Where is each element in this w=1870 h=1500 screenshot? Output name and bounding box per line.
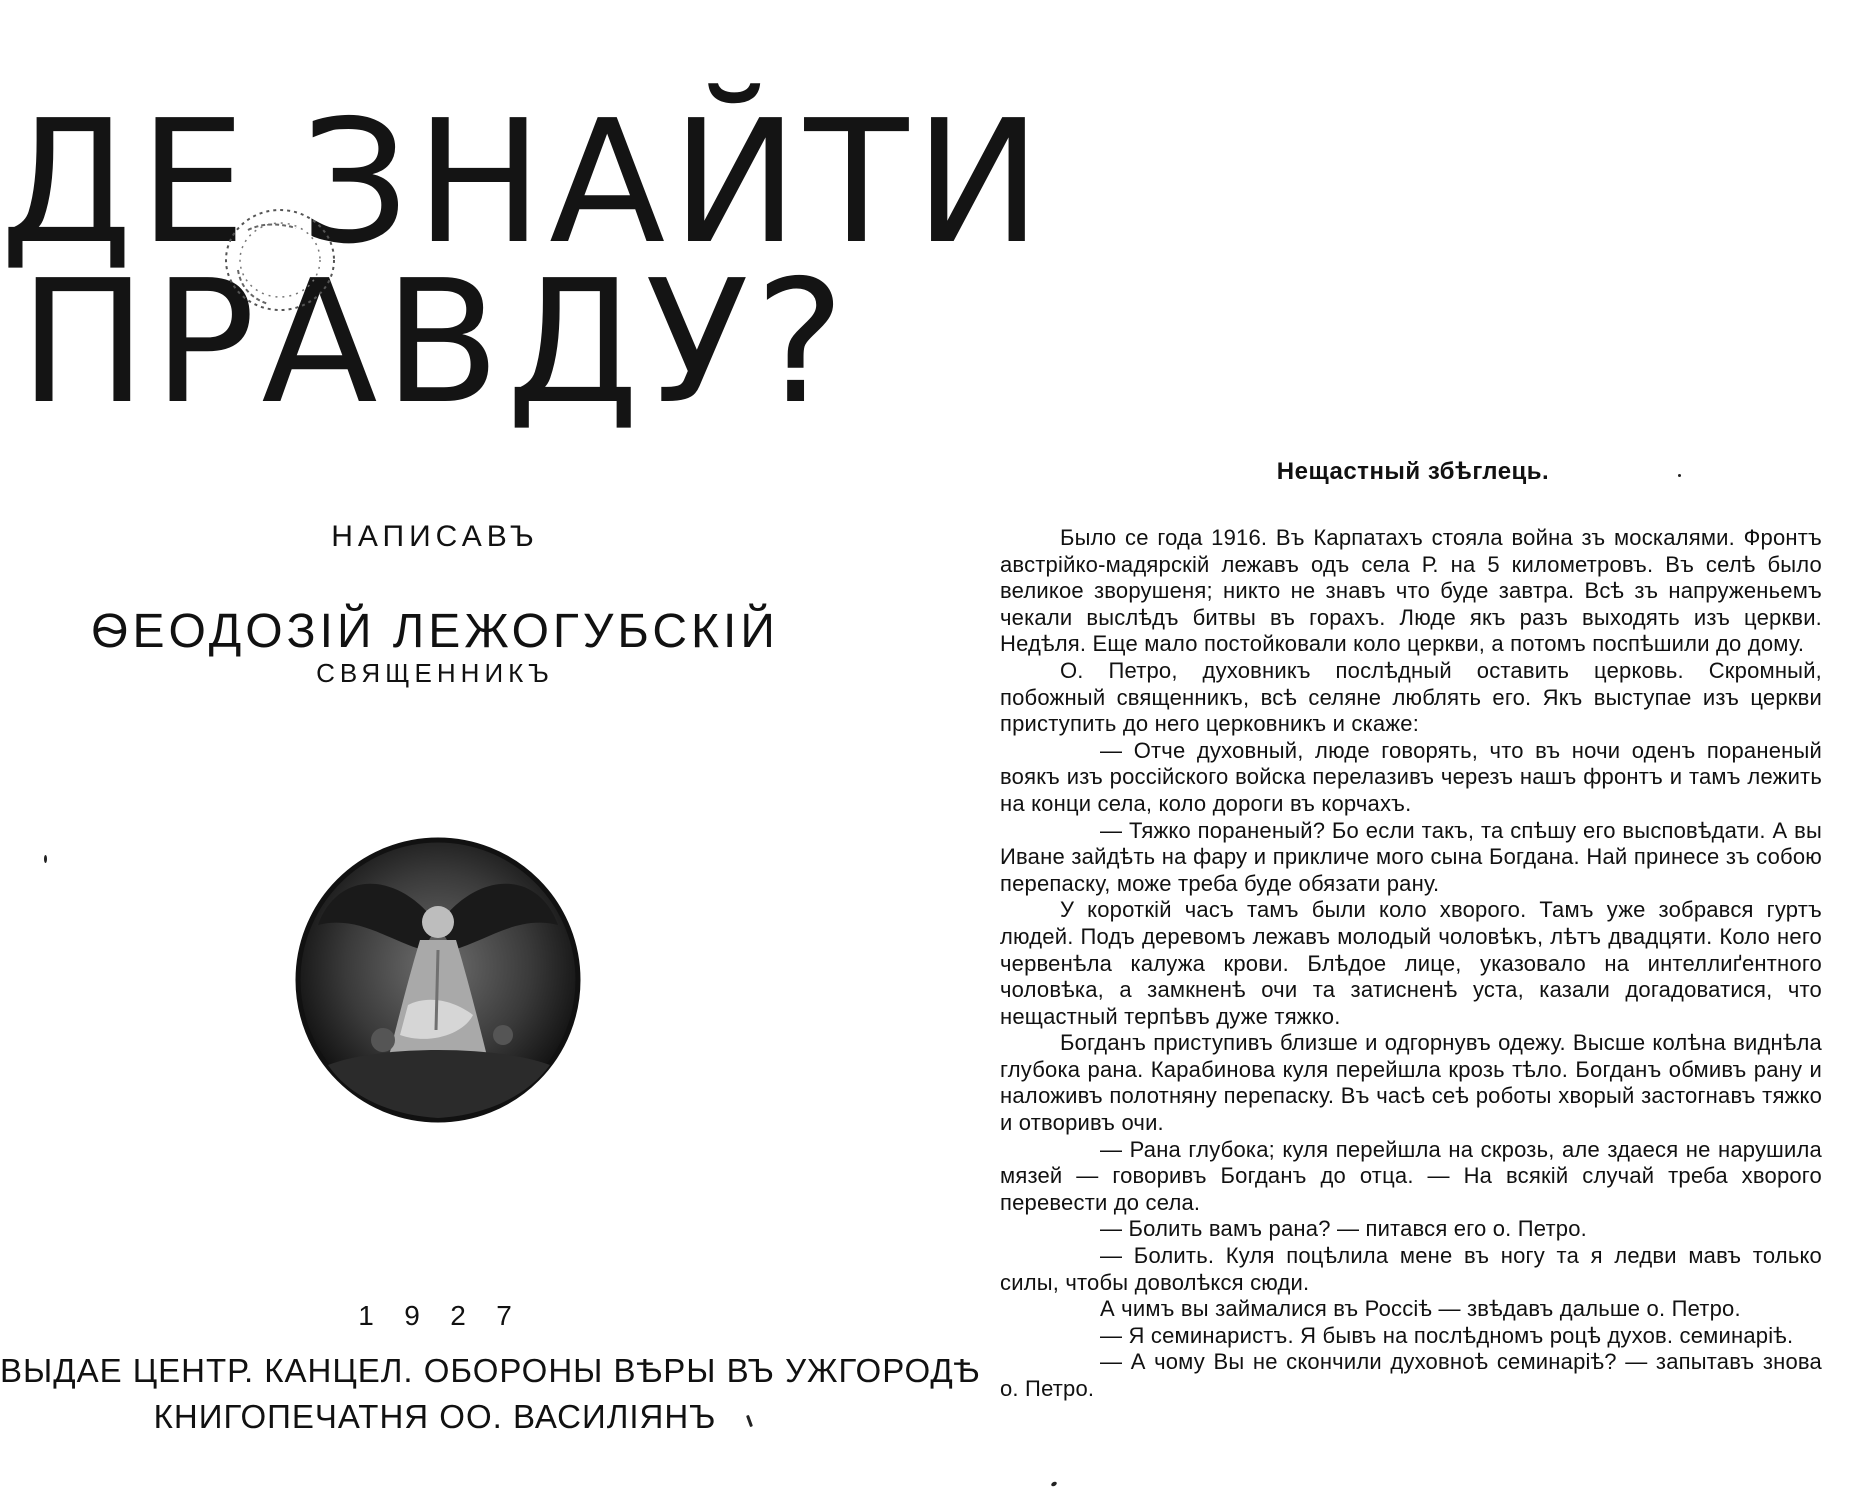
story-paragraph: А чимъ вы займалися въ Россіѣ — звѣдавъ дальше о. Петро. bbox=[1100, 1296, 1741, 1322]
story-body bbox=[1000, 525, 1822, 1403]
author-role: СВЯЩЕННИКЪ bbox=[316, 658, 554, 688]
written-by-label: НАПИСАВЪ bbox=[331, 520, 539, 553]
publication-year bbox=[0, 1300, 870, 1332]
story-paragraph: — Тяжко пораненый? Бо если такъ, та спѣшу его высповѣдати. А вы Иване зайдѣть на фару и прикличе мого сына Богдана. Най принесе зъ собою перепаску, може треба буде обязати рану. bbox=[1000, 817, 1822, 896]
story-paragraph: — Отче духовный, люде говорять, что въ ночи оденъ пораненый воякъ изъ россійского войска перелазивъ черезъ нашъ фронтъ и тамъ лежить на конци села, коло дороги въ корчахъ. bbox=[1000, 737, 1822, 816]
story-paragraph: — Я семинаристъ. Я бывъ на послѣдномъ роцѣ духов. семинаріѣ. bbox=[1100, 1322, 1794, 1348]
scan-speck bbox=[1050, 1481, 1057, 1487]
story-paragraph: — Болить вамъ рана? — питався его о. Петро. bbox=[1100, 1216, 1587, 1242]
scan-speck bbox=[44, 855, 47, 863]
year-digit: 2 bbox=[450, 1300, 466, 1331]
title-word-de: ДЕ bbox=[0, 84, 253, 282]
story-paragraph: Было се года 1916. Въ Карпатахъ стояла война зъ москалями. Фронтъ австрійко-мадярскій лежавъ одъ села Р. на 5 километровъ. Въ селѣ было великое зворушеня; никто не знавъ что буде завтра. Всѣ зъ напруженьемъ чекали выслѣдъ битвы въ горахъ. Люде якъ разъ выходять изъ церкви. Недѣля. Еще мало постойковали коло церкви, а потомъ поспѣшили до дому. bbox=[1000, 525, 1822, 657]
year-digit: 9 bbox=[404, 1300, 420, 1331]
story-paragraph: — Болить. Куля поцѣлила мене въ ногу та я ледви мавъ только силы, чтобы доволѣкся сюди. bbox=[1000, 1243, 1822, 1295]
story-paragraph: У короткій часъ тамъ были коло хворого. Тамъ уже зобрався гуртъ людей. Подъ деревомъ лежавъ молодый чоловѣкъ, лѣтъ двадцяти. Коло него червенѣла калужа крови. Блѣдое лице, указовало на интеллиґентного чоловѣка, а замкненѣ очи та затисненѣ уста, казали догадоватися, что нещастный терпѣвъ дуже тяжко. bbox=[1000, 897, 1822, 1029]
library-stamp-icon bbox=[208, 200, 338, 320]
story-paragraph: — А чому Вы не скончили духовноѣ семинаріѣ? — запытавъ знова о. Петро. bbox=[1000, 1349, 1822, 1401]
printer-line: КНИГОПЕЧАТНЯ ОО. ВАСИЛІЯНЪ bbox=[153, 1398, 717, 1435]
book-title-line-2: ПРАВДУ? bbox=[19, 244, 851, 442]
year-digit: 7 bbox=[496, 1300, 512, 1331]
publisher-line: ВЫДАЕ ЦЕНТР. КАНЦЕЛ. ОБОРОНЫ ВѢРЫ ВЪ УЖГОРОДѢ bbox=[0, 1352, 981, 1389]
story-paragraph: — Рана глубока; куля перейшла на скрозь, але здаеся не нарушила мязей — говоривъ Богданъ до отца. — На всякій случай треба хворого перевести до села. bbox=[1000, 1136, 1822, 1215]
story-paragraph: О. Петро, духовникъ послѣдный оставить церковь. Скромный, побожный священникъ, всѣ селяне люблять его. Якъ выступае изъ церкви приступить до него церковникъ и скаже: bbox=[1000, 657, 1822, 737]
year-digit: 1 bbox=[358, 1300, 374, 1331]
story-title: Нещастный збѣглець. bbox=[1276, 458, 1550, 485]
author-name: ѲЕОДОЗІЙ ЛЕЖОГУБСКІЙ bbox=[91, 605, 779, 658]
angel-medallion-icon bbox=[288, 830, 588, 1130]
story-paragraph: Богданъ приступивъ близше и одгорнувъ одежу. Высше колѣна виднѣла глубока рана. Карабинова куля перейшла крозь тѣло. Богданъ обмивъ рану и наложивъ полотняну перепаску. Въ часѣ сеѣ роботы хворый застогнавъ тяжко и отворивъ очи. bbox=[1000, 1030, 1822, 1136]
title-word-znayty: ЗНАЙТИ bbox=[300, 84, 1048, 282]
scan-speck bbox=[1678, 474, 1681, 477]
book-title-line-1 bbox=[0, 84, 1048, 282]
